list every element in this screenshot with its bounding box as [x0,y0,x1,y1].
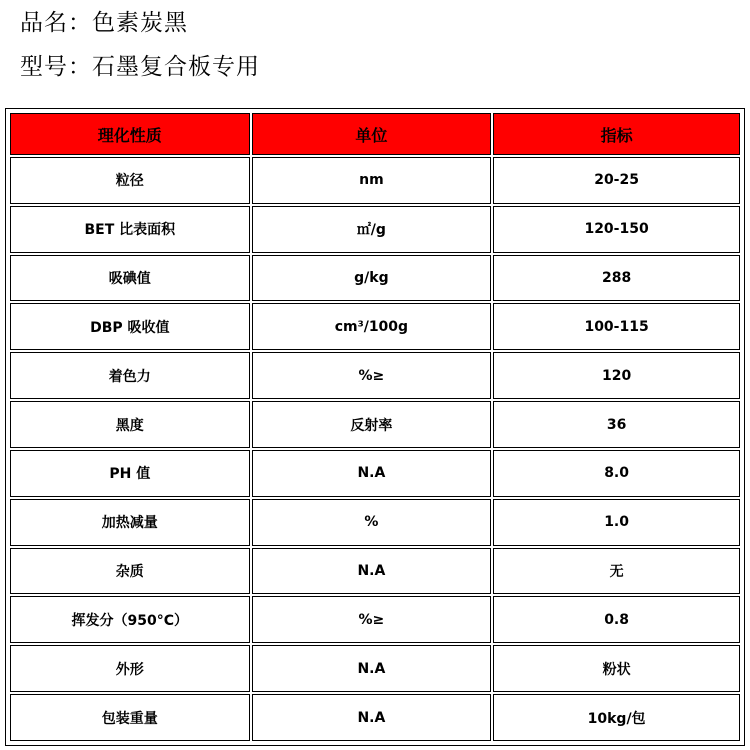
cell-property: 杂质 [10,548,250,595]
cell-value: 1.0 [493,499,740,546]
product-name-line: 品名：色素炭黑 [20,10,188,36]
header-unit: 单位 [252,113,492,155]
table-row [10,499,740,546]
cell-property: 着色力 [10,352,250,399]
cell-value: 120-150 [493,206,740,253]
cell-value: 100-115 [493,303,740,350]
cell-unit: N.A [252,548,492,595]
spec-table-frame [5,108,745,746]
cell-value: 无 [493,548,740,595]
header-value: 指标 [493,113,740,155]
cell-unit: N.A [252,450,492,497]
table-row [10,450,740,497]
cell-property: 外形 [10,645,250,692]
product-model-line: 型号：石墨复合板专用 [20,54,260,80]
cell-value: 120 [493,352,740,399]
cell-value: 288 [493,255,740,302]
table-row [10,255,740,302]
cell-value: 36 [493,401,740,448]
table-row [10,157,740,204]
cell-unit: N.A [252,694,492,741]
cell-value: 20-25 [493,157,740,204]
cell-property: BET 比表面积 [10,206,250,253]
table-row [10,303,740,350]
cell-value: 8.0 [493,450,740,497]
cell-unit: N.A [252,645,492,692]
cell-unit: ㎡/g [252,206,492,253]
cell-value: 粉状 [493,645,740,692]
cell-unit: %≥ [252,596,492,643]
cell-property: 包装重量 [10,694,250,741]
table-row [10,206,740,253]
table-row [10,596,740,643]
cell-unit: % [252,499,492,546]
cell-unit: g/kg [252,255,492,302]
table-row [10,645,740,692]
cell-property: 吸碘值 [10,255,250,302]
table-row [10,694,740,741]
table-header-row [10,113,740,155]
cell-unit: 反射率 [252,401,492,448]
cell-property: DBP 吸收值 [10,303,250,350]
table-row [10,352,740,399]
cell-property: 加热减量 [10,499,250,546]
table-row [10,548,740,595]
cell-property: 粒径 [10,157,250,204]
cell-property: 黑度 [10,401,250,448]
cell-property: 挥发分（950°C） [10,596,250,643]
cell-unit: nm [252,157,492,204]
header-property: 理化性质 [10,113,250,155]
cell-unit: %≥ [252,352,492,399]
cell-value: 10kg/包 [493,694,740,741]
cell-unit: cm³/100g [252,303,492,350]
cell-property: PH 值 [10,450,250,497]
table-row [10,401,740,448]
spec-table [8,111,742,743]
cell-value: 0.8 [493,596,740,643]
